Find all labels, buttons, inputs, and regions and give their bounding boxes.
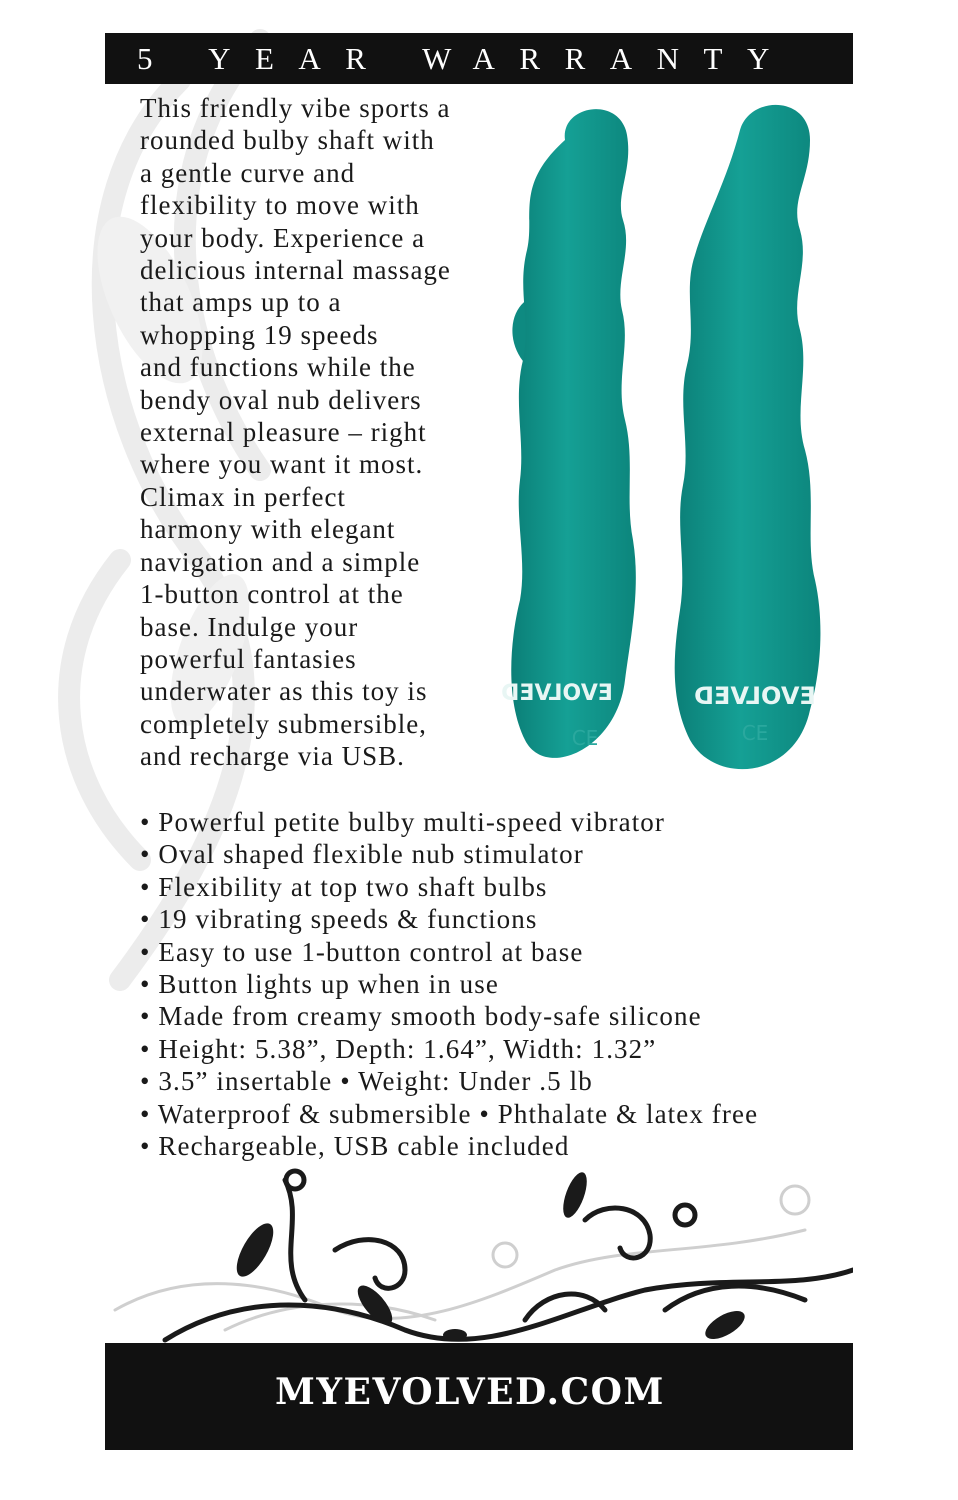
description-line: harmony with elegant bbox=[140, 514, 396, 545]
feature-item: • Easy to use 1-button control at base bbox=[140, 936, 584, 967]
footer-banner bbox=[105, 1343, 853, 1450]
right-ce-mark: CE bbox=[741, 721, 769, 745]
description-line: where you want it most. bbox=[140, 449, 424, 480]
product-description bbox=[140, 92, 510, 773]
feature-list bbox=[140, 806, 860, 1162]
description-line: and functions while the bbox=[140, 352, 416, 383]
description-line: rounded bulby shaft with bbox=[140, 125, 435, 156]
left-logo: EVOLVED bbox=[501, 681, 613, 706]
floral-flourish-ornament bbox=[105, 1160, 853, 1345]
feature-item: • Height: 5.38”, Depth: 1.64”, Width: 1.32” bbox=[140, 1033, 657, 1064]
description-line: navigation and a simple bbox=[140, 546, 421, 577]
description-line: base. Indulge your bbox=[140, 611, 359, 642]
feature-item: • Powerful petite bulby multi-speed vibrator bbox=[140, 807, 665, 837]
left-ce-mark: CE bbox=[571, 726, 599, 750]
feature-item: • Rechargeable, USB cable included bbox=[140, 1131, 570, 1162]
description-line: 1-button control at the bbox=[140, 579, 404, 610]
warranty-banner: 5 YEAR WARRANTY bbox=[105, 33, 853, 84]
description-line: underwater as this toy is bbox=[140, 676, 428, 707]
feature-item: • Waterproof & submersible • Phthalate & latex free bbox=[140, 1098, 759, 1129]
description-line: bendy oval nub delivers bbox=[140, 384, 422, 415]
feature-item: • Button lights up when in use bbox=[140, 969, 499, 1000]
description-line: completely submersible, bbox=[140, 708, 427, 739]
right-logo: EVOLVED bbox=[694, 682, 816, 710]
description-line: your body. Experience a bbox=[140, 222, 426, 253]
description-line: delicious internal massage bbox=[140, 255, 451, 286]
vibrator-side-view bbox=[501, 109, 636, 758]
description-line: This friendly vibe sports a bbox=[140, 93, 451, 123]
description-line: powerful fantasies bbox=[140, 643, 357, 674]
feature-item: • Flexibility at top two shaft bulbs bbox=[140, 871, 548, 902]
feature-item: • Made from creamy smooth body-safe silicone bbox=[140, 1001, 702, 1032]
feature-item: • 3.5” insertable • Weight: Under .5 lb bbox=[140, 1066, 593, 1097]
description-line: a gentle curve and bbox=[140, 157, 356, 188]
feature-item: • 19 vibrating speeds & functions bbox=[140, 904, 538, 935]
description-line: and recharge via USB. bbox=[140, 741, 405, 772]
vibrator-front-view bbox=[675, 105, 821, 769]
description-line: external pleasure – right bbox=[140, 417, 427, 448]
website-url: MYEVOLVED.COM bbox=[275, 1371, 665, 1413]
feature-item: • Oval shaped flexible nub stimulator bbox=[140, 839, 584, 870]
description-line: whopping 19 speeds bbox=[140, 319, 379, 350]
description-line: Climax in perfect bbox=[140, 481, 346, 512]
description-line: that amps up to a bbox=[140, 287, 342, 318]
product-image bbox=[465, 100, 855, 800]
description-line: flexibility to move with bbox=[140, 190, 420, 221]
